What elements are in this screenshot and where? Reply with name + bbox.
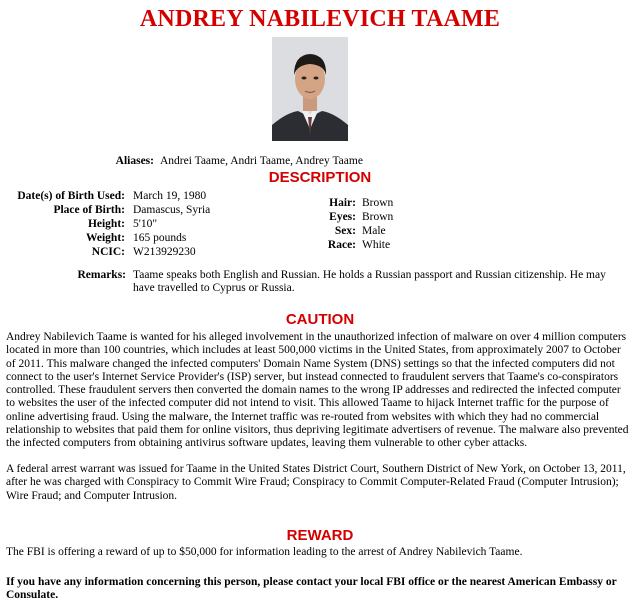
- caution-line: online advertising fraud. Using the malware, the Internet traffic was re-routed from websites with which they had no commercial: [6, 410, 600, 423]
- reward-text: The FBI is offering a reward of up to $50,000 for information leading to the arrest of Andrey Nabilevich Taame.: [6, 546, 523, 558]
- eyes-value: Brown: [362, 211, 394, 223]
- caution-line: to websites the user of the infected computer did not intend to visit. This allowed Taame to hijack Internet traffic for the purpose of: [6, 397, 609, 410]
- ncic-value: W213929230: [133, 246, 196, 258]
- remarks-line-2: have travelled to Cyprus or Russia.: [133, 282, 295, 294]
- warrant-line: Wire Fraud; and Computer Intrusion.: [6, 489, 178, 502]
- reward-heading: REWARD: [286, 527, 354, 544]
- aliases-value: Andrei Taame, Andri Taame, Andrey Taame: [160, 155, 363, 167]
- suspect-photo: [272, 37, 348, 141]
- weight-label: Weight:: [86, 232, 125, 244]
- hair-label: Hair:: [329, 197, 356, 209]
- remarks-label: Remarks:: [77, 269, 126, 281]
- contact-line: If you have any information concerning this person, please contact your local FBI office or the nearest American Embassy or: [6, 576, 617, 588]
- caution-line: of 2011. This malware changed the infected computers' Domain Name System (DNS) settings so that the infected computers did not: [6, 357, 615, 370]
- hair-value: Brown: [362, 197, 394, 209]
- pob-value: Damascus, Syria: [133, 204, 211, 216]
- caution-line: relationship to websites that paid them for online visitors, thus depriving legitimate advertisers of revenue. The malware also prevented: [6, 424, 629, 437]
- height-value: 5'10": [133, 218, 158, 230]
- dob-label: Date(s) of Birth Used:: [17, 190, 125, 202]
- sex-value: Male: [362, 225, 386, 237]
- contact-line: Consulate.: [6, 589, 59, 602]
- caution-line: the infected computers from obtaining antivirus software updates, leaving them vulnerable to other cyber attacks.: [6, 437, 528, 450]
- pob-label: Place of Birth:: [53, 204, 125, 216]
- caution-line: located in more than 100 countries, which includes at least 500,000 victims in the United States, from approximately 2007 to October: [6, 344, 621, 357]
- warrant-line: A federal arrest warrant was issued for Taame in the United States District Court, Southern District of New York, on October 13, 2011,: [6, 463, 626, 475]
- caution-heading: CAUTION: [285, 311, 355, 328]
- description-heading: DESCRIPTION: [268, 169, 372, 186]
- aliases-label: Aliases:: [115, 155, 154, 167]
- page-title: ANDREY NABILEVICH TAAME: [139, 6, 501, 32]
- height-label: Height:: [87, 218, 125, 230]
- race-label: Race:: [327, 239, 356, 251]
- remarks-line-1: Taame speaks both English and Russian. He holds a Russian passport and Russian citizenship. He may: [133, 269, 606, 281]
- warrant-paragraph: [6, 463, 634, 503]
- race-value: White: [362, 239, 391, 251]
- caution-paragraph: [6, 331, 634, 451]
- weight-value: 165 pounds: [133, 232, 187, 244]
- warrant-line: after he was charged with Conspiracy to Commit Wire Fraud; Conspiracy to Commit Computer-Related Fraud (Computer Intrusion);: [6, 476, 619, 489]
- caution-line: Andrey Nabilevich Taame is wanted for his alleged involvement in the unauthorized infection of malware on over 4 million computers: [6, 331, 627, 343]
- ncic-label: NCIC:: [91, 246, 125, 258]
- sex-label: Sex:: [334, 225, 356, 237]
- caution-line: connect to the user's Internet Service Provider's (ISP) server, but instead connected to fraudulent servers that Taame's co-conspirators: [6, 370, 619, 383]
- dob-value: March 19, 1980: [133, 190, 207, 202]
- eyes-label: Eyes:: [329, 211, 356, 223]
- caution-line: controlled. These fraudulent servers then converted the domain names to the wrong IP addresses and redirected the infected computer: [6, 384, 621, 397]
- portrait-image: [272, 37, 348, 141]
- contact-paragraph: [6, 576, 634, 603]
